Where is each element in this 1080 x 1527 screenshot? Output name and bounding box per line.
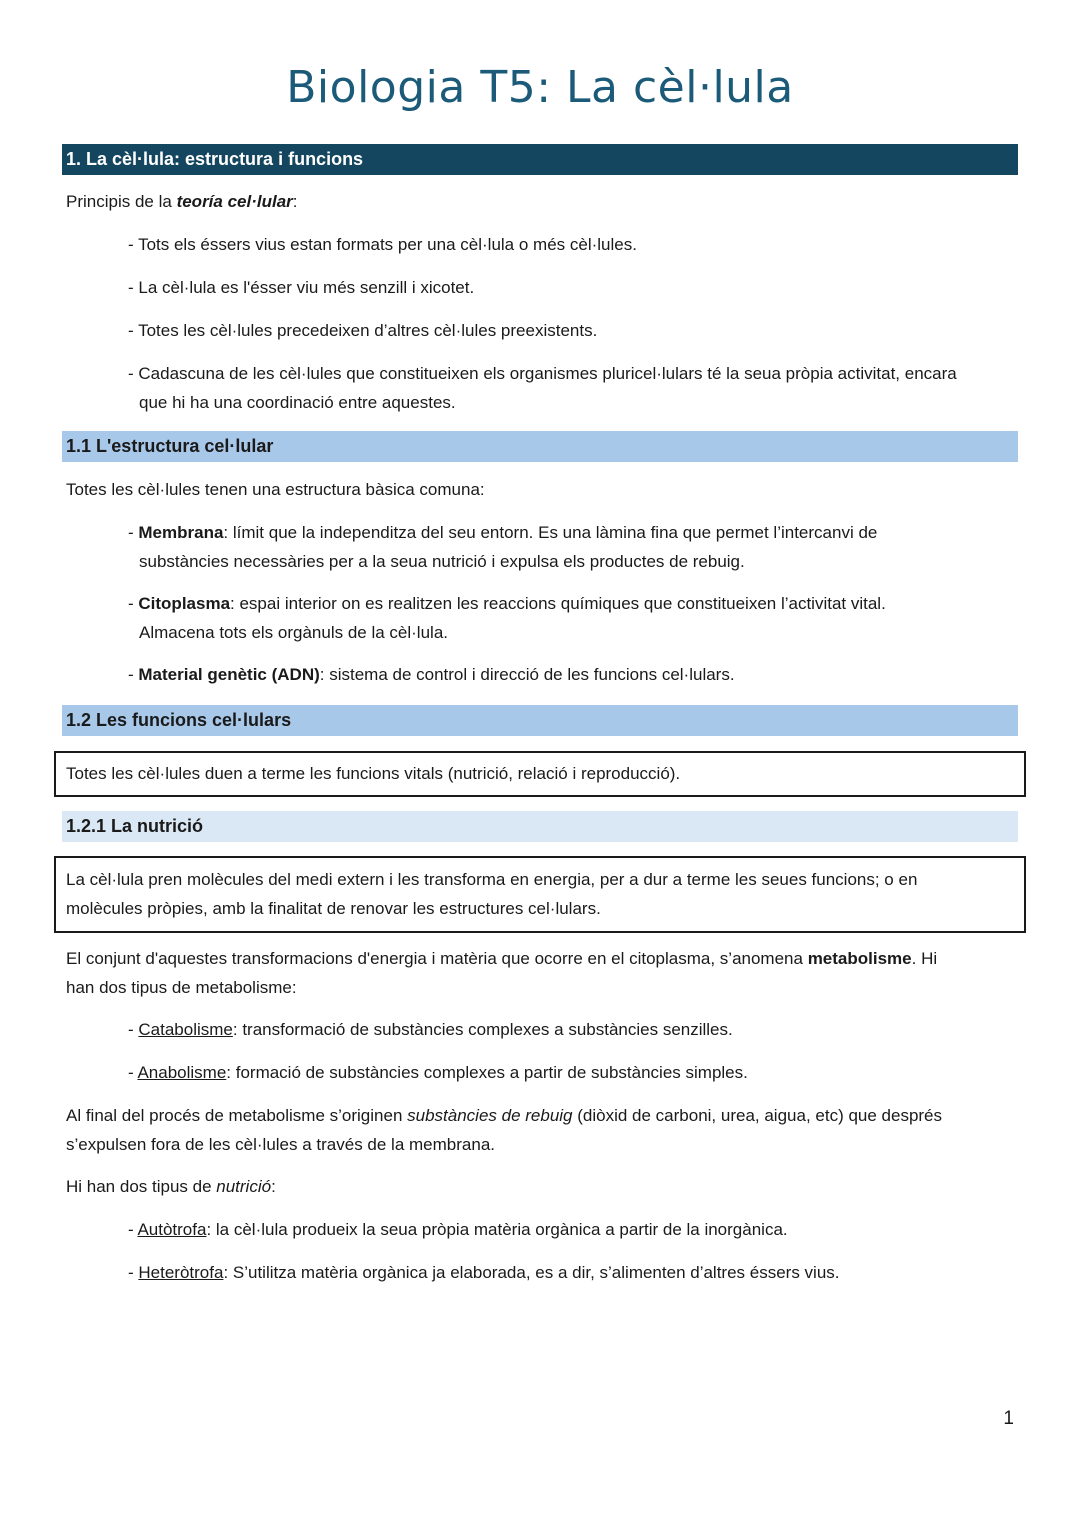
list-item-heterotrofa: - Heteròtrofa: S’utilitza matèria orgànica ja elaborada, es a dir, s’alimenten d’altres éssers vius.: [128, 1263, 840, 1282]
page-title: Biologia T5: La cèl·lula: [286, 62, 794, 113]
page-number: 1: [1003, 1408, 1014, 1429]
principis-term: teoría cel·lular: [176, 192, 293, 211]
nutricio-types-intro: [66, 1173, 1016, 1202]
metab-term: metabolisme: [807, 949, 912, 968]
heterotrofa-text: : S’utilitza matèria orgànica ja elaborada, es a dir, s’alimenten d’altres éssers vius.: [223, 1263, 840, 1282]
membrana-text-cont: substàncies necessàries per a la seua nutrició i expulsa els productes de rebuig.: [139, 551, 745, 571]
list-item: - Tots els éssers vius estan formats per una cèl·lula o més cèl·lules.: [128, 235, 637, 254]
nutricio-box: [54, 856, 1026, 933]
list-item: - La cèl·lula es l'ésser viu més senzill i xicotet.: [128, 278, 475, 297]
membrana-text: : límit que la independitza del seu entorn. Es una làmina fina que permet l’intercanvi de: [223, 523, 878, 542]
metabolisme-paragraph: [66, 945, 1016, 1002]
list-item-text: Cadascuna de les cèl·lules que constitueixen els organismes pluricel·lulars té la seua pròpia activitat, encara: [138, 364, 957, 383]
autotrofa-term: Autòtrofa: [137, 1220, 207, 1239]
citoplasma-text: : espai interior on es realitzen les reaccions químiques que constitueixen l’activitat vital.: [230, 594, 886, 613]
adn-text: : sistema de control i direcció de les funcions cel·lulars.: [319, 665, 735, 684]
list-item-text: Tots els éssers vius estan formats per una cèl·lula o més cèl·lules.: [138, 235, 637, 254]
metab-pre: El conjunt d'aquestes transformacions d'energia i matèria que ocorre en el citoplasma, s’anomena: [66, 949, 808, 968]
rebuig-pre: Al final del procés de metabolisme s’originen: [66, 1106, 408, 1125]
funcions-box: Totes les cèl·lules duen a terme les funcions vitals (nutrició, relació i reproducció).: [54, 751, 1026, 797]
list-item-adn: - Material genètic (ADN): sistema de control i direcció de les funcions cel·lulars.: [128, 665, 735, 684]
list-item-citoplasma: - Citoplasma: espai interior on es realitzen les reaccions químiques que constitueixen l’activitat vital. Almacena tots els orgànuls de la cèl·lula.: [128, 590, 1016, 647]
metab-line2: han dos tipus de metabolisme:: [66, 977, 297, 997]
metab-post: . Hi: [911, 949, 938, 968]
rebuig-term: substàncies de rebuig: [407, 1106, 573, 1125]
rebuig-paragraph: [66, 1102, 1016, 1159]
autotrofa-text: : la cèl·lula produeix la seua pròpia matèria orgànica a partir de la inorgànica.: [206, 1220, 788, 1239]
estructura-intro: Totes les cèl·lules tenen una estructura bàsica comuna:: [66, 480, 485, 499]
nutri-post: :: [271, 1177, 276, 1196]
adn-term: Material genètic (ADN): [138, 665, 320, 684]
citoplasma-text-cont: Almacena tots els orgànuls de la cèl·lula.: [139, 622, 448, 642]
list-item-catabolisme: - Catabolisme: transformació de substàncies complexes a substàncies senzilles.: [128, 1020, 733, 1039]
list-item-text-cont: que hi ha una coordinació entre aquestes.: [139, 392, 456, 412]
heterotrofa-term: Heteròtrofa: [138, 1263, 224, 1282]
rebuig-line2: s’expulsen fora de les cèl·lules a través de la membrana.: [66, 1134, 495, 1154]
membrana-term: Membrana: [138, 523, 224, 542]
list-item: - Cadascuna de les cèl·lules que constitueixen els organismes pluricel·lulars té la seua pròpia activitat, encara que hi ha una coordinació entre aquestes.: [128, 360, 1016, 417]
principis-pre: Principis de la: [66, 192, 177, 211]
citoplasma-term: Citoplasma: [138, 594, 231, 613]
section-heading-1-2: 1.2 Les funcions cel·lulars: [62, 705, 1018, 736]
list-item: - Totes les cèl·lules precedeixen d’altres cèl·lules preexistents.: [128, 321, 598, 340]
list-item-anabolisme: - Anabolisme: formació de substàncies complexes a partir de substàncies simples.: [128, 1063, 748, 1082]
section-heading-1-2-1: 1.2.1 La nutrició: [62, 811, 1018, 842]
catab-term: Catabolisme: [138, 1020, 233, 1039]
nutri-pre: Hi han dos tipus de: [66, 1177, 217, 1196]
section-heading-1: 1. La cèl·lula: estructura i funcions: [62, 144, 1018, 175]
list-item-membrana: - Membrana: límit que la independitza del seu entorn. Es una làmina fina que permet l’intercanvi de substàncies necessàries per a la seua nutrició i expulsa els productes de rebuig.: [128, 519, 1016, 576]
nutri-term: nutrició: [216, 1177, 272, 1196]
nutricio-box-line1: La cèl·lula pren molècules del medi extern i les transforma en energia, per a dur a terme les seues funcions; o en: [66, 870, 918, 889]
nutricio-box-line2: molècules pròpies, amb la finalitat de renovar les estructures cel·lulars.: [66, 898, 601, 918]
list-item-autotrofa: - Autòtrofa: la cèl·lula produeix la seua pròpia matèria orgànica a partir de la inorgànica.: [128, 1220, 788, 1239]
principis-post: :: [292, 192, 298, 211]
catab-text: : transformació de substàncies complexes a substàncies senzilles.: [232, 1020, 733, 1039]
rebuig-post: (diòxid de carboni, urea, aigua, etc) que després: [572, 1106, 943, 1125]
anab-text: : formació de substàncies complexes a partir de substàncies simples.: [226, 1063, 748, 1082]
anab-term: Anabolisme: [137, 1063, 227, 1082]
principis-intro: [66, 188, 1016, 217]
section-heading-1-1: 1.1 L'estructura cel·lular: [62, 431, 1018, 462]
list-item-text: Totes les cèl·lules precedeixen d’altres cèl·lules preexistents.: [138, 321, 598, 340]
list-item-text: La cèl·lula es l'ésser viu més senzill i xicotet.: [138, 278, 475, 297]
